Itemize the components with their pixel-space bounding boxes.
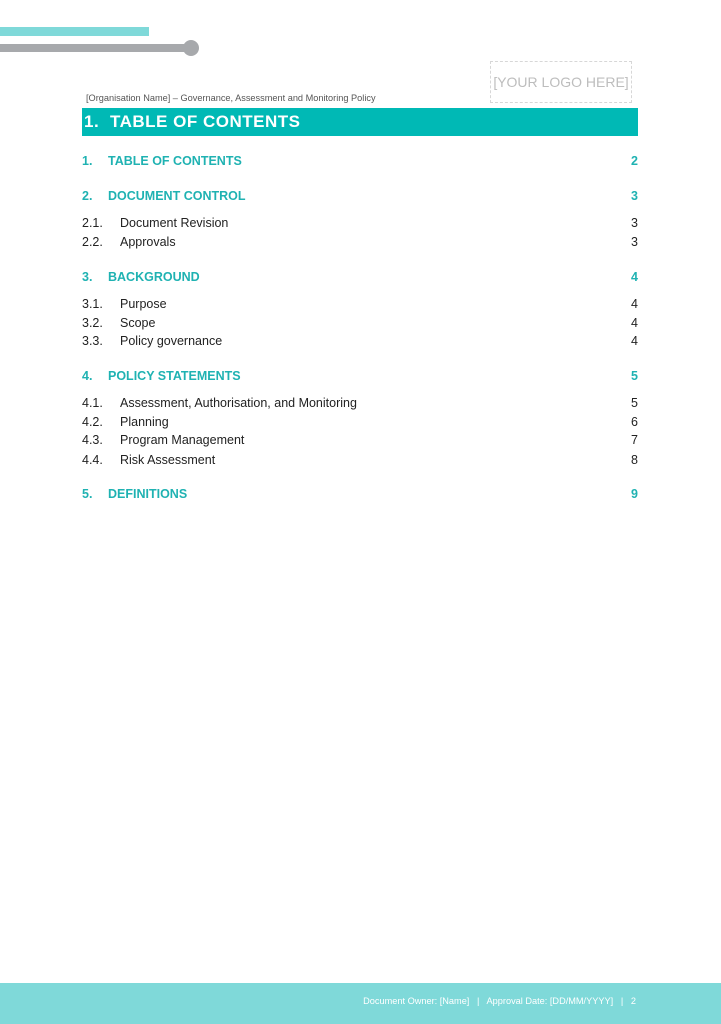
toc-entry-number: 4. <box>82 369 93 383</box>
toc-entry-title: Risk Assessment <box>120 453 216 467</box>
toc-subentry[interactable] <box>82 314 638 332</box>
toc-entry-number: 4.4. <box>82 453 103 467</box>
toc-entry-page: 3 <box>631 189 638 203</box>
toc-entry-title: Program Management <box>120 433 245 447</box>
page-footer <box>0 983 721 1024</box>
decorative-grey-dot <box>183 40 199 56</box>
toc-subentry[interactable] <box>82 431 638 449</box>
toc-entry-page: 4 <box>631 270 638 284</box>
toc-entry-number: 4.3. <box>82 433 103 447</box>
toc-entry-number: 3.1. <box>82 297 103 311</box>
toc-entry-number: 4.2. <box>82 415 103 429</box>
toc-entry-page: 6 <box>631 415 638 429</box>
toc-entry-page: 4 <box>631 297 638 311</box>
toc-subentry[interactable] <box>82 332 638 350</box>
toc-entry[interactable] <box>82 187 638 205</box>
toc-entry-page: 3 <box>631 216 638 230</box>
toc-entry[interactable] <box>82 152 638 170</box>
toc-entry-page: 3 <box>631 235 638 249</box>
toc-subentry[interactable] <box>82 295 638 313</box>
section-heading-title: TABLE OF CONTENTS <box>110 112 301 131</box>
logo-placeholder: [YOUR LOGO HERE] <box>490 61 632 103</box>
toc-entry-number: 2. <box>82 189 93 203</box>
toc-entry-title: Scope <box>120 316 156 330</box>
toc-entry-number: 1. <box>82 154 93 168</box>
toc-entry[interactable] <box>82 367 638 385</box>
toc-entry-number: 2.2. <box>82 235 103 249</box>
toc-entry-title: POLICY STATEMENTS <box>108 369 241 383</box>
toc-entry-title: Assessment, Authorisation, and Monitoring <box>120 396 357 410</box>
toc-entry[interactable] <box>82 268 638 286</box>
toc-subentry[interactable] <box>82 394 638 412</box>
toc-entry-page: 5 <box>631 369 638 383</box>
running-header: [Organisation Name] – Governance, Assessment and Monitoring Policy <box>86 93 376 103</box>
toc-entry-title: Approvals <box>120 235 176 249</box>
section-heading-number: 1. <box>84 112 100 131</box>
toc-entry-page: 7 <box>631 433 638 447</box>
section-heading-banner <box>82 108 638 136</box>
toc-entry-page: 8 <box>631 453 638 467</box>
toc-subentry[interactable] <box>82 413 638 431</box>
toc-subentry[interactable] <box>82 451 638 469</box>
toc-entry-page: 4 <box>631 334 638 348</box>
toc-entry-page: 9 <box>631 487 638 501</box>
toc-entry-number: 2.1. <box>82 216 103 230</box>
toc-entry-title: DEFINITIONS <box>108 487 188 501</box>
toc-entry[interactable] <box>82 485 638 503</box>
toc-entry-page: 4 <box>631 316 638 330</box>
toc-entry-title: Planning <box>120 415 169 429</box>
decorative-grey-bar <box>0 44 190 52</box>
footer-text: Document Owner: [Name] | Approval Date: [DD/MM/YYYY] | 2 <box>363 996 636 1006</box>
decorative-teal-bar <box>0 27 149 36</box>
toc-entry-title: BACKGROUND <box>108 270 200 284</box>
toc-entry-title: TABLE OF CONTENTS <box>108 154 242 168</box>
toc-entry-page: 2 <box>631 154 638 168</box>
toc-entry-title: Document Revision <box>120 216 229 230</box>
toc-entry-number: 4.1. <box>82 396 103 410</box>
toc-entry-title: DOCUMENT CONTROL <box>108 189 246 203</box>
toc-entry-number: 3. <box>82 270 93 284</box>
toc-entry-number: 5. <box>82 487 93 501</box>
toc-entry-title: Purpose <box>120 297 167 311</box>
toc-entry-number: 3.2. <box>82 316 103 330</box>
toc-entry-page: 5 <box>631 396 638 410</box>
toc-subentry[interactable] <box>82 233 638 251</box>
toc-subentry[interactable] <box>82 214 638 232</box>
toc-entry-number: 3.3. <box>82 334 103 348</box>
toc-entry-title: Policy governance <box>120 334 223 348</box>
